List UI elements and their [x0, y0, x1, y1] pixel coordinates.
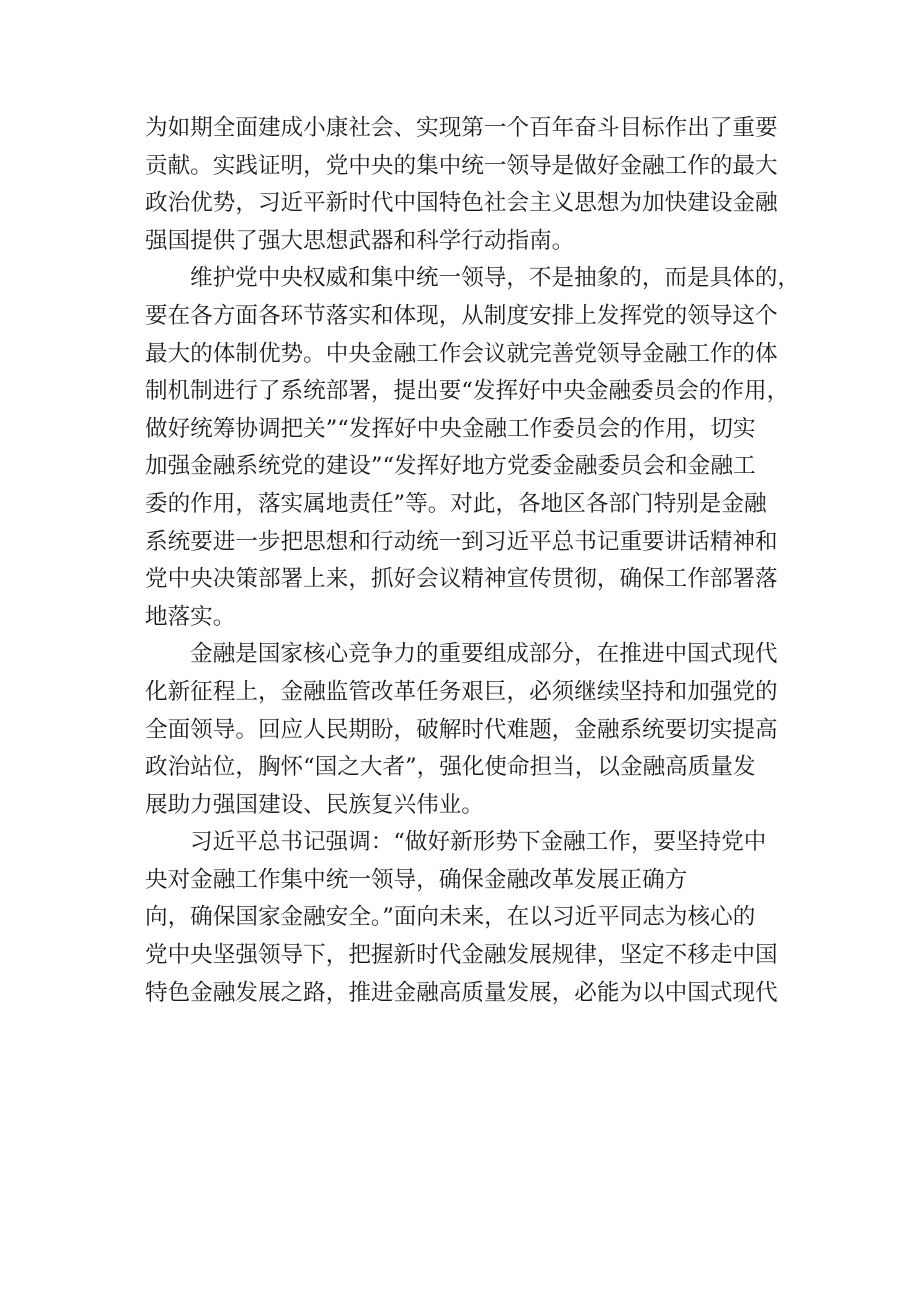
text-line: 向，确保国家金融安全。”面向未来，在以习近平同志为核心的	[145, 904, 756, 931]
text-line: 地落实。	[145, 603, 236, 630]
paragraph	[145, 110, 805, 260]
text-line: 委的作用，落实属地责任”等。对此，各地区各部门特别是金融	[145, 490, 767, 517]
text-line: 系统要进一步把思想和行动统一到习近平总书记重要讲话精神和	[145, 528, 778, 555]
paragraph	[145, 824, 805, 1012]
document-body	[145, 110, 805, 1012]
text-line: 央对金融工作集中统一领导，确保金融改革发展正确方	[145, 866, 688, 893]
text-line: 全面领导。回应人民期盼，破解时代难题，金融系统要切实提高	[145, 716, 778, 743]
text-line: 维护党中央权威和集中统一领导，不是抽象的，而是具体的，	[190, 265, 801, 292]
text-line: 特色金融发展之路，推进金融高质量发展，必能为以中国式现代	[145, 979, 778, 1006]
text-line: 加强金融系统党的建设”“发挥好地方党委金融委员会和金融工	[145, 453, 756, 480]
text-line: 政治站位，胸怀“国之大者”，强化使命担当，以金融高质量发	[145, 754, 756, 781]
paragraph	[145, 636, 805, 824]
text-line: 习近平总书记强调：“做好新形势下金融工作，要坚持党中	[190, 829, 767, 856]
text-line: 为如期全面建成小康社会、实现第一个百年奋斗目标作出了重要	[145, 115, 778, 141]
paragraph	[145, 260, 805, 636]
text-line: 贡献。实践证明，党中央的集中统一领导是做好金融工作的最大	[145, 152, 778, 179]
text-line: 制机制进行了系统部署，提出要“发挥好中央金融委员会的作用，	[145, 378, 790, 405]
text-line: 展助力强国建设、民族复兴伟业。	[145, 791, 484, 818]
text-line: 最大的体制优势。中央金融工作会议就完善党领导金融工作的体	[145, 340, 778, 367]
text-line: 强国提供了强大思想武器和科学行动指南。	[145, 227, 575, 254]
text-line: 党中央坚强领导下，把握新时代金融发展规律，坚定不移走中国	[145, 942, 778, 969]
text-line: 政治优势，习近平新时代中国特色社会主义思想为加快建设金融	[145, 190, 778, 217]
text-line: 党中央决策部署上来，抓好会议精神宣传贯彻，确保工作部署落	[145, 566, 778, 593]
text-line: 做好统筹协调把关”“发挥好中央金融工作委员会的作用，切实	[145, 415, 756, 442]
text-line: 要在各方面各环节落实和体现，从制度安排上发挥党的领导这个	[145, 302, 778, 329]
text-line: 金融是国家核心竞争力的重要组成部分，在推进中国式现代	[190, 641, 778, 668]
text-line: 化新征程上，金融监管改革任务艰巨，必须继续坚持和加强党的	[145, 678, 778, 705]
